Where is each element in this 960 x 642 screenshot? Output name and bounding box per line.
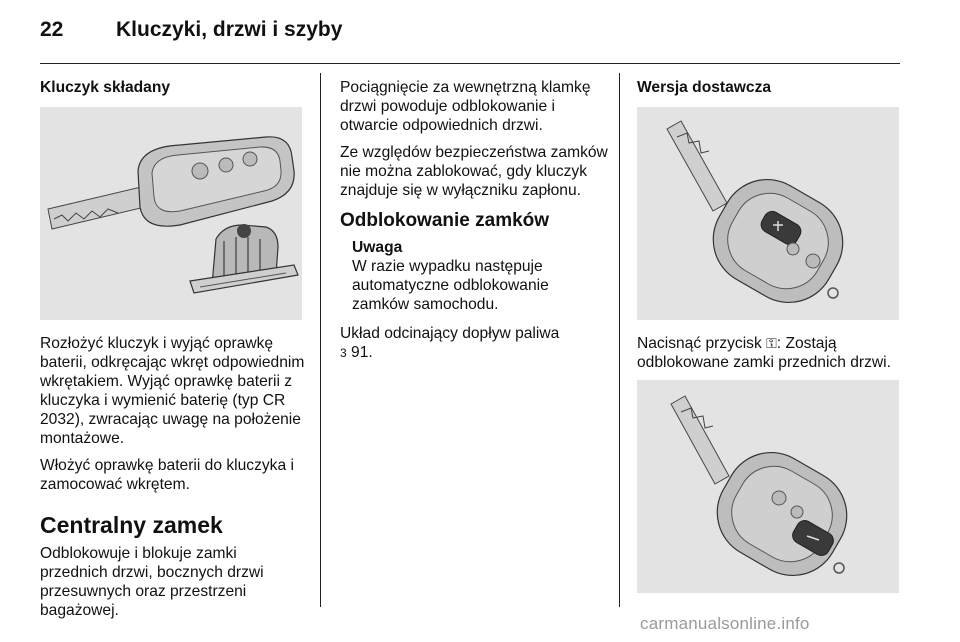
heading-unlocking: Odblokowanie zamków: [340, 210, 550, 231]
page-header: [40, 18, 900, 54]
paragraph-battery-insert: Włożyć oprawkę baterii do kluczyka i zamocować wkrętem.: [40, 457, 294, 493]
column-2: [340, 78, 608, 371]
van-key-illustration-top: [637, 107, 899, 320]
folding-key-battery-illustration: [40, 107, 302, 320]
caption-unlock-front: [637, 334, 902, 372]
column-1: [40, 78, 308, 628]
note-text: W razie wypadku następuje automatyczne odblokowanie zamków samochodu.: [352, 258, 549, 313]
header-rule: [40, 63, 900, 64]
column-3: [637, 78, 902, 607]
subheading-folding-key: Kluczyk składany: [40, 79, 171, 96]
page-ref-number: 91.: [351, 344, 373, 361]
column-divider-2: [619, 73, 620, 607]
paragraph-fuel-cutoff: [340, 324, 608, 363]
caption-after: : Zostają odblokowane zamki przednich drzwi.: [637, 335, 891, 371]
van-key-illustration-bottom: [637, 380, 899, 593]
note-title: Uwaga: [352, 239, 403, 256]
paragraph-battery-replace: Rozłożyć kluczyk i wyjąć oprawkę baterii, odkręcając wkręt odpowiednim wkrętakiem. Wyjąć oprawkę baterii z kluczyka i wymienić baterię (typ CR 2032), zwracając uwagę na położenie montażowe.: [40, 335, 305, 447]
paragraph-inner-handle: Pociągnięcie za wewnętrzną klamkę drzwi powoduje odblokowanie i otwarcie odpowiednich drzwi.: [340, 79, 591, 134]
page-number: 22: [40, 18, 64, 41]
paragraph-central-lock: Odblokowuje i blokuje zamki przednich drzwi, bocznych drzwi przesuwnych oraz przestrzeni bagażowej.: [40, 545, 264, 619]
column-divider-1: [320, 73, 321, 607]
paragraph-safety: Ze względów bezpieczeństwa zamków nie można zablokować, gdy kluczyk znajduje się w wyłączniku zapłonu.: [340, 144, 608, 199]
subheading-van-version: Wersja dostawcza: [637, 79, 772, 96]
heading-central-lock: Centralny zamek: [40, 512, 223, 538]
caption-before: Nacisnąć przycisk: [637, 335, 762, 352]
unlock-key-icon: ⚿: [766, 335, 777, 351]
note-block: [340, 238, 608, 314]
page-title: Kluczyki, drzwi i szyby: [116, 18, 343, 41]
watermark: carmanualsonline.info: [640, 614, 810, 633]
page-ref-arrow: 3: [340, 346, 347, 360]
fuel-cutoff-text: Układ odcinający dopływ paliwa: [340, 325, 560, 342]
